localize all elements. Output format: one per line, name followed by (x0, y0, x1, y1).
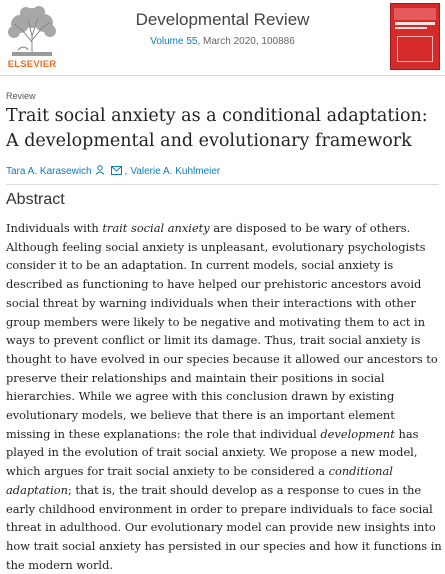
journal-header (0, 0, 445, 76)
abstract-text-part-2: are disposed to be wary of others. Although feeling social anxiety is unpleasant, evolutionary psychologists consider it to be an adaptation. In current models, social anxiety is described as functioning to have helped our prehistoric ancestors avoid social threat by warning individuals when their interactions with other group members were likely to be negative and motivating them to act in ways to prevent conflict or limit its damage. Thus, trait social anxiety is thought to have evolved in our species because it allowed our ancestors to preserve their relationships and maintain their positions in social hierarchies. While we agree with this conclusion drawn by existing evolutionary models, we believe that there is an important element missing in these explanations: the role that individual (6, 221, 438, 441)
journal-name-link[interactable]: Developmental Review (135, 10, 310, 29)
section-divider (6, 184, 439, 185)
cover-band (394, 8, 436, 20)
abstract-text (6, 219, 442, 574)
abstract-text-part-1: Individuals with (6, 221, 103, 235)
author-list (6, 165, 220, 178)
article-title: Trait social anxiety as a conditional adaptation: A developmental and evolutionary framework (6, 106, 428, 151)
abstract-text-part-4: ; that is, the trait should develop as a response to cues in the early childhood environment in order to prepare individuals to face social threat in adulthood. Our evolutionary model can provide new insights into how trait social anxiety has persisted in our species and how it functions in the modern world. (6, 482, 442, 572)
journal-cover-thumbnail[interactable] (390, 3, 440, 70)
person-icon[interactable] (95, 165, 105, 178)
cover-title-line-2 (395, 27, 427, 29)
author-link-2[interactable]: Valerie A. Kuhlmeier (130, 166, 221, 177)
abstract-text-part-3: has played in the evolution of trait social anxiety. We propose a new model, which argues for trait social anxiety to be considered a (6, 426, 419, 479)
abstract-emphasis-1: trait social anxiety (102, 221, 210, 235)
abstract-heading: Abstract (6, 191, 65, 208)
journal-info (0, 10, 445, 47)
issue-date-article-number: , March 2020, 100886 (197, 36, 295, 47)
abstract-emphasis-3: conditional adaptation (6, 464, 393, 497)
cover-box (397, 36, 433, 62)
author-separator: , (124, 166, 128, 177)
journal-volume-line (0, 36, 445, 47)
author-link-1[interactable]: Tara A. Karasewich (6, 166, 92, 177)
publisher-name: ELSEVIER (7, 59, 57, 70)
email-icon[interactable] (111, 166, 122, 178)
abstract-emphasis-2: development (320, 426, 395, 441)
article-type-label: Review (6, 91, 36, 101)
cover-title-line (395, 22, 435, 25)
volume-link[interactable]: Volume 55 (150, 36, 198, 47)
